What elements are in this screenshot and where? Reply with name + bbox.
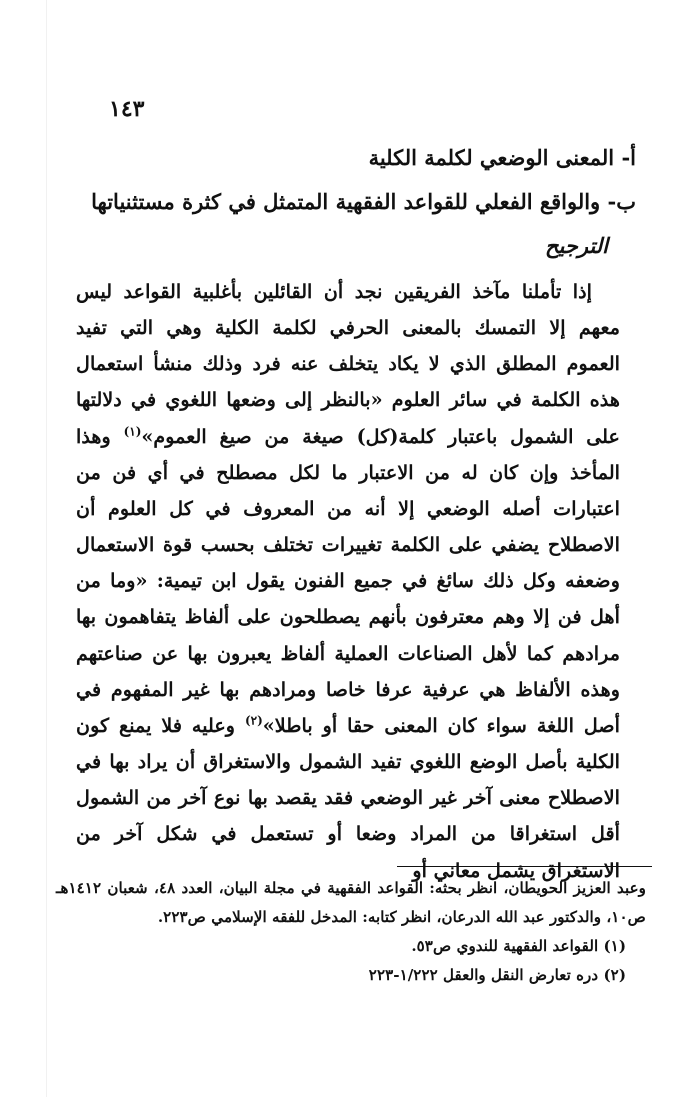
heading-item-b: ب- والواقع الفعلي للقواعد الفقهية المتمثل في كثرة مستثنياتها (91, 189, 636, 214)
section-title: الترجيح (544, 233, 608, 258)
paragraph-text (76, 274, 620, 889)
footnotes (56, 874, 646, 990)
footnote-2: (٢) دره تعارض النقل والعقل ١/٢٢٢-٢٢٣ (368, 966, 626, 984)
page-edge (46, 0, 47, 1097)
paragraph-part-2: وهذا المأخذ وإن كان له من الاعتبار ما لكل مصطلح في أي فن من اعتبارات أصله الوضعي إلا أنه من المعروف في كل العلوم أن الاصطلاح يضفي على الكلمة تغييرات تختلف بحسب قوة الاستعمال وضعفه وكل ذلك سائغ في جميع الفنون يقول ابن تيمية: «وما من أهل فن إلا وهم معترفون بأنهم يصطلحون على ألفاظ يتفاهمون بها مرادهم كما لأهل الصناعات العملية ألفاظ يعبرون بها عن صناعتهم وهذه الألفاظ هي عرفية عرفا خاصا ومرادهم بها غير المفهوم في أصل اللغة سواء كان المعنى حقا أو باطلا» (76, 424, 620, 737)
paragraph-part-3: وعليه فلا يمنع كون الكلية بأصل الوضع اللغوي تفيد الشمول والاستغراق أن يراد بها في الاصطلاح معنى آخر غير الوضعي فقد يقصد بها نوع آخر من الشمول أقل استغراقا من المراد وضعا أو تستعمل في شكل آخر من الاستغراق يشمل معاني أو (76, 713, 620, 882)
paragraph-part-1: إذا تأملنا مآخذ الفريقين نجد أن القائلين بأغلبية القواعد ليس معهم إلا التمسك بالمعنى الحرفي لكلمة الكلية وهي التي تفيد العموم المطلق الذي لا يكاد يتخلف عنه فرد وذلك منشأ استعمال هذه الكلمة في سائر العلوم «بالنظر إلى وضعها اللغوي في دلالتها على الشمول باعتبار كلمة(كل) صيغة من صيغ العموم» (76, 280, 620, 448)
heading-item-a: أ- المعنى الوضعي لكلمة الكلية (368, 145, 636, 170)
footnote-1: (١) القواعد الفقهية للندوي ص٥٣. (411, 937, 626, 955)
main-paragraph (76, 274, 620, 889)
page-number: ١٤٣ (109, 96, 145, 122)
footnote-separator (397, 866, 652, 867)
footnote-reference-2: (٢) (244, 713, 263, 728)
footnote-reference-1: (١) (123, 424, 142, 439)
footnote-continuation: وعبد العزيز الحويطان، انظر بحثه: القواعد الفقهية في مجلة البيان، العدد ٤٨، شعبان ١٤١٢هـ ص١٠، والدكتور عبد الله الدرعان، انظر كتابه: المدخل للفقه الإسلامي ص٢٢٣. (56, 879, 646, 926)
